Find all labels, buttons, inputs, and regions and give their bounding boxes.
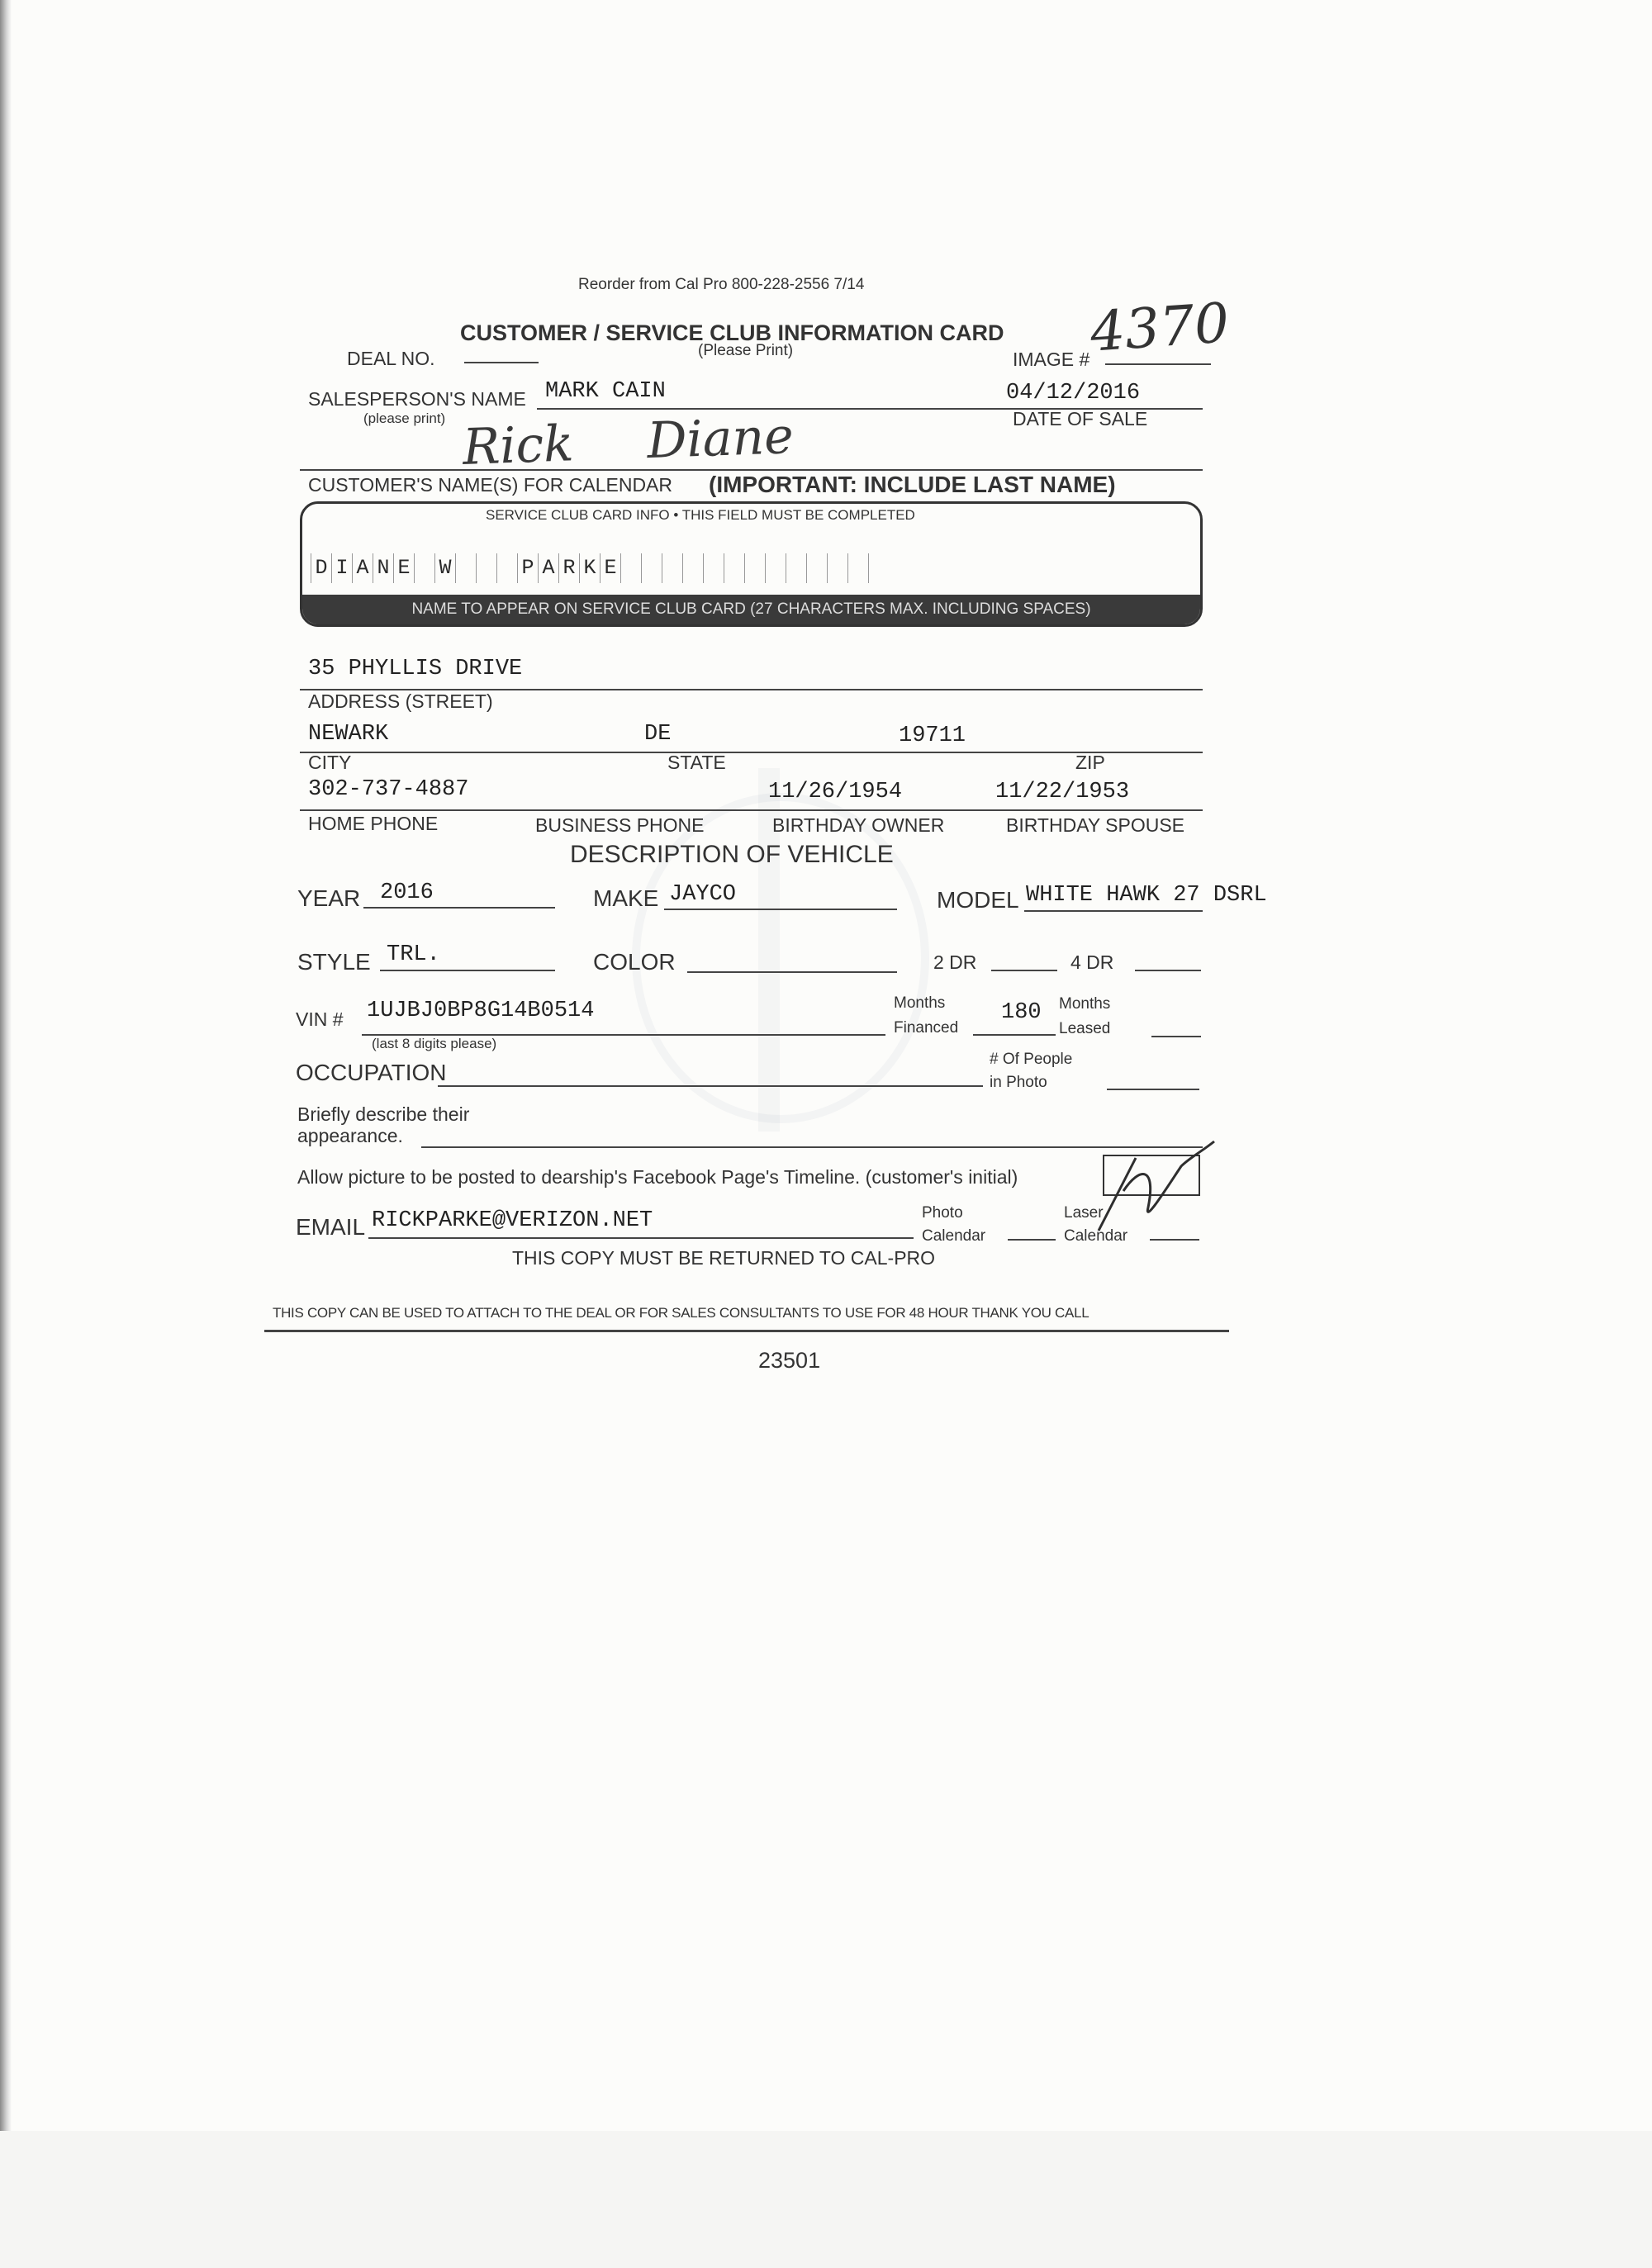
city-label: CITY <box>308 752 352 773</box>
months-financed-line <box>973 1034 1056 1036</box>
char-cell: D <box>311 553 331 583</box>
style-line <box>380 970 555 971</box>
people-in-photo-line <box>1107 1089 1199 1090</box>
vin-sublabel: (last 8 digits please) <box>372 1036 497 1051</box>
char-cell: K <box>579 553 600 583</box>
char-cell <box>744 553 765 583</box>
salesperson-value: MARK CAIN <box>545 379 666 404</box>
page-edge-shadow <box>0 0 12 2268</box>
people-in-photo-label-bottom: in Photo <box>990 1074 1047 1091</box>
model-line <box>1024 910 1203 912</box>
calendar-name-handwritten: Rick Diane <box>461 407 795 477</box>
calendar-name-note: (IMPORTANT: INCLUDE LAST NAME) <box>709 472 1116 497</box>
service-card-header: SERVICE CLUB CARD INFO • THIS FIELD MUST BE COMPLETED <box>486 507 915 523</box>
home-phone-label: HOME PHONE <box>308 813 439 834</box>
year-line <box>363 907 555 909</box>
people-in-photo-label-top: # Of People <box>990 1051 1073 1068</box>
char-cell: P <box>517 553 538 583</box>
address-value: 35 PHYLLIS DRIVE <box>308 657 523 681</box>
service-card-character-cells <box>311 553 869 583</box>
months-leased-line <box>1151 1036 1201 1037</box>
service-card-footer: NAME TO APPEAR ON SERVICE CLUB CARD (27 CHARACTERS MAX. INCLUDING SPACES) <box>302 595 1200 624</box>
char-cell <box>847 553 869 583</box>
four-door-label: 4 DR <box>1070 951 1114 973</box>
reorder-line: Reorder from Cal Pro 800-228-2556 7/14 <box>578 276 865 293</box>
calendar-name-line <box>300 469 1203 471</box>
make-line <box>664 909 897 910</box>
birthday-owner-value: 11/26/1954 <box>768 780 903 804</box>
year-label: YEAR <box>297 885 361 911</box>
color-line <box>687 971 897 973</box>
phones-line <box>300 809 1203 811</box>
char-cell <box>786 553 806 583</box>
vin-label: VIN # <box>296 1008 344 1030</box>
vin-value: 1UJBJ0BP8G14B0514 <box>367 999 595 1023</box>
deal-no-line <box>464 362 539 363</box>
char-cell: R <box>558 553 579 583</box>
photo-calendar-label-bottom: Calendar <box>922 1227 986 1245</box>
char-cell <box>455 553 476 583</box>
address-label: ADDRESS (STREET) <box>308 690 493 712</box>
char-cell: I <box>331 553 352 583</box>
laser-calendar-label-bottom: Calendar <box>1064 1227 1128 1245</box>
occupation-label: OCCUPATION <box>296 1060 447 1085</box>
birthday-owner-label: BIRTHDAY OWNER <box>772 814 945 836</box>
char-cell <box>496 553 517 583</box>
laser-calendar-line <box>1150 1239 1199 1241</box>
salesperson-label: SALESPERSON'S NAME <box>308 388 526 410</box>
style-label: STYLE <box>297 949 371 975</box>
appearance-label-line2: appearance. <box>297 1125 403 1146</box>
laser-calendar-label-top: Laser <box>1064 1204 1104 1222</box>
image-no-handwritten: 4370 <box>1088 291 1232 364</box>
char-cell: N <box>373 553 393 583</box>
char-cell <box>620 553 641 583</box>
vehicle-section-title: DESCRIPTION OF VEHICLE <box>570 841 894 868</box>
service-club-card-box <box>300 501 1203 627</box>
photo-calendar-label-top: Photo <box>922 1204 963 1222</box>
birthday-spouse-label: BIRTHDAY SPOUSE <box>1006 814 1185 836</box>
footer-rule <box>264 1330 1229 1332</box>
char-cell <box>806 553 827 583</box>
deal-no-label: DEAL NO. <box>347 348 435 369</box>
char-cell: A <box>538 553 558 583</box>
business-phone-label: BUSINESS PHONE <box>535 814 705 836</box>
zip-value: 19711 <box>899 724 966 748</box>
email-line <box>368 1237 914 1239</box>
appearance-label-line1: Briefly describe their <box>297 1103 470 1125</box>
months-financed-label-bottom: Financed <box>894 1019 959 1037</box>
state-label: STATE <box>667 752 726 773</box>
make-label: MAKE <box>593 885 659 911</box>
color-label: COLOR <box>593 949 676 975</box>
birthday-spouse-value: 11/22/1953 <box>995 780 1130 804</box>
four-door-line <box>1135 970 1201 971</box>
image-no-line <box>1105 363 1211 365</box>
city-value: NEWARK <box>308 722 389 747</box>
zip-label: ZIP <box>1075 752 1105 773</box>
two-door-label: 2 DR <box>933 951 977 973</box>
char-cell <box>641 553 662 583</box>
state-value: DE <box>644 722 672 747</box>
city-state-zip-line <box>300 752 1203 753</box>
months-financed-value: 180 <box>1001 1000 1042 1025</box>
date-of-sale-value: 04/12/2016 <box>1006 381 1141 406</box>
please-print-note: (Please Print) <box>698 342 794 359</box>
calendar-name-label: CUSTOMER'S NAME(S) FOR CALENDAR <box>308 474 673 496</box>
home-phone-value: 302-737-4887 <box>308 777 469 802</box>
char-cell <box>827 553 847 583</box>
card-title: CUSTOMER / SERVICE CLUB INFORMATION CARD <box>460 320 1004 345</box>
char-cell <box>682 553 703 583</box>
char-cell <box>703 553 724 583</box>
email-value: RICKPARKE@VERIZON.NET <box>372 1208 653 1233</box>
char-cell <box>414 553 434 583</box>
photo-calendar-line <box>1008 1239 1056 1241</box>
occupation-line <box>438 1085 983 1087</box>
customer-initial-signature <box>1090 1133 1222 1241</box>
image-no-label: IMAGE # <box>1013 349 1090 370</box>
two-door-line <box>991 970 1057 971</box>
months-leased-label-bottom: Leased <box>1059 1020 1111 1037</box>
char-cell <box>724 553 744 583</box>
char-cell: E <box>600 553 620 583</box>
make-value: JAYCO <box>669 882 737 907</box>
year-value: 2016 <box>380 880 434 905</box>
style-value: TRL. <box>387 942 440 967</box>
facebook-permission-label: Allow picture to be posted to dearship's Facebook Page's Timeline. (customer's initial) <box>297 1166 1018 1188</box>
model-value: WHITE HAWK 27 DSRL <box>1026 883 1267 908</box>
months-financed-label-top: Months <box>894 994 946 1012</box>
char-cell: E <box>393 553 414 583</box>
model-label: MODEL <box>937 887 1019 913</box>
deal-copy-note: THIS COPY CAN BE USED TO ATTACH TO THE DEAL OR FOR SALES CONSULTANTS TO USE FOR 48 HOUR THANK YOU CALL <box>273 1305 1089 1321</box>
char-cell <box>662 553 682 583</box>
months-leased-label-top: Months <box>1059 995 1111 1013</box>
form-number: 23501 <box>758 1348 821 1373</box>
salesperson-sublabel: (please print) <box>363 410 446 426</box>
return-note: THIS COPY MUST BE RETURNED TO CAL-PRO <box>512 1247 936 1269</box>
date-of-sale-label: DATE OF SALE <box>1013 408 1148 429</box>
scan-bottom-shade <box>0 2131 1652 2268</box>
char-cell: W <box>434 553 455 583</box>
char-cell <box>765 553 786 583</box>
char-cell: A <box>352 553 373 583</box>
email-label: EMAIL <box>296 1214 366 1240</box>
appearance-line <box>421 1146 1203 1148</box>
char-cell <box>476 553 496 583</box>
